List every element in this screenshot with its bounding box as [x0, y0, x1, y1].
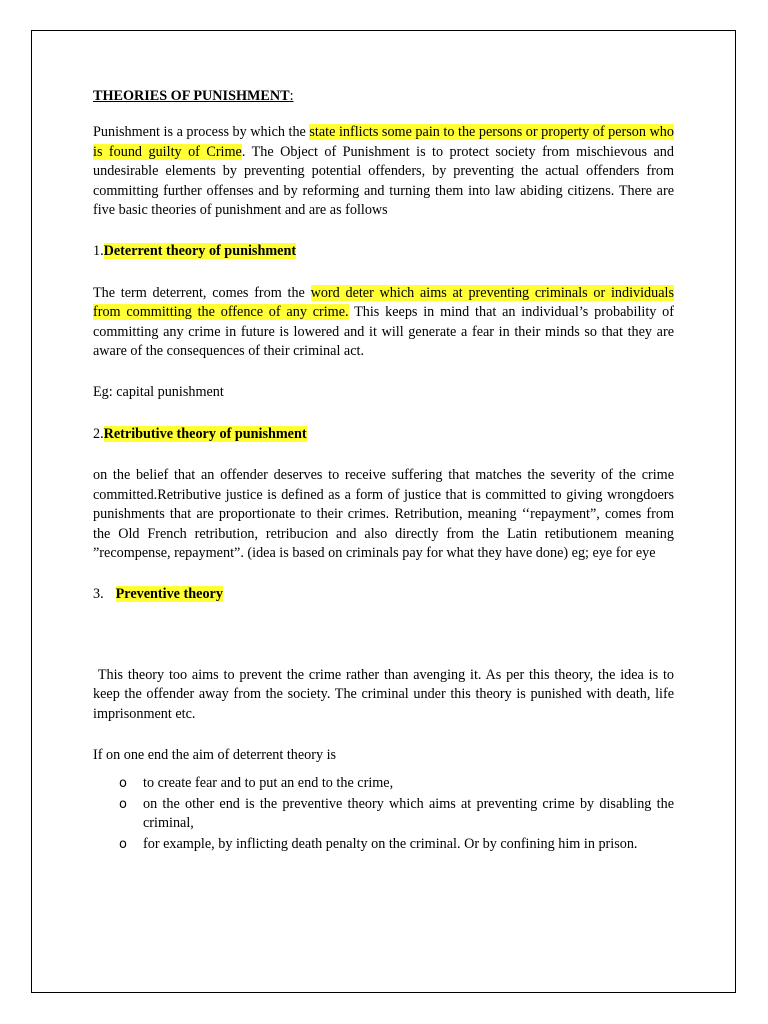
- highlighted-text: word deter which aims at preventing criminals or individuals from committing the offence of any crime.: [93, 284, 675, 321]
- section-heading-deterrent: 1.Deterrent theory of punishment: [93, 243, 297, 260]
- document-body: [93, 84, 674, 854]
- bullet-marker: o: [119, 776, 127, 792]
- section-heading-retributive: 2.Retributive theory of punishment: [93, 425, 307, 442]
- section-heading-preventive: 3. Preventive theory: [93, 586, 223, 603]
- preventive-lead: If on one end the aim of deterrent theory is: [93, 746, 337, 763]
- bullet-list: [93, 774, 674, 854]
- document-title: THEORIES OF PUNISHMENT:: [93, 88, 294, 104]
- intro-paragraph: Punishment is a process by which the state inflicts some pain to the persons or property of person who is found guilty of Crime. The Object of Punishment is to protect society from mischievous and undesirable elements by preventing potential offenders, by preventing the actual offenders from committing further offenses and by reforming and turning them into law abiding citizens. There are five basic theories of punishment and are as follows: [93, 124, 674, 219]
- highlighted-text: state inflicts some pain to the persons or property of person who is found guilty of Crime: [93, 124, 674, 160]
- deterrent-example: Eg: capital punishment: [93, 384, 224, 401]
- retributive-paragraph: on the belief that an offender deserves to receive suffering that matches the severity of the crime committed.Retributive justice is defined as a form of justice that is committed to giving wrongdoers punishments that are proportionate to their crimes. Retribution, meaning ‘‘repayment”, comes from the Old French retribution, retribucion and also directly from the Latin retibutionem meaning ”recompense, repayment”. (idea is based on criminals pay for what they have done) eg; eye for eye: [93, 467, 674, 561]
- preventive-paragraph: This theory too aims to prevent the crime rather than avenging it. As per this theory, the idea is to keep the offender away from the society. The criminal under this theory is punished with death, life imprisonment etc.: [93, 666, 674, 722]
- list-item: o for example, by inflicting death penalty on the criminal. Or by confining him in prison.: [93, 835, 674, 854]
- bullet-marker: o: [119, 796, 127, 812]
- bullet-marker: o: [119, 836, 127, 852]
- deterrent-paragraph: The term deterrent, comes from the word deter which aims at preventing criminals or individuals from committing the offence of any crime. This keeps in mind that an individual’s probability of committing any crime in future is lowered and it will generate a fear in their minds so that they are aware of the consequences of their criminal act.: [93, 284, 675, 360]
- list-item: o on the other end is the preventive theory which aims at preventing crime by disabling the criminal,: [119, 795, 674, 832]
- list-item: o to create fear and to put an end to the crime,: [93, 774, 674, 793]
